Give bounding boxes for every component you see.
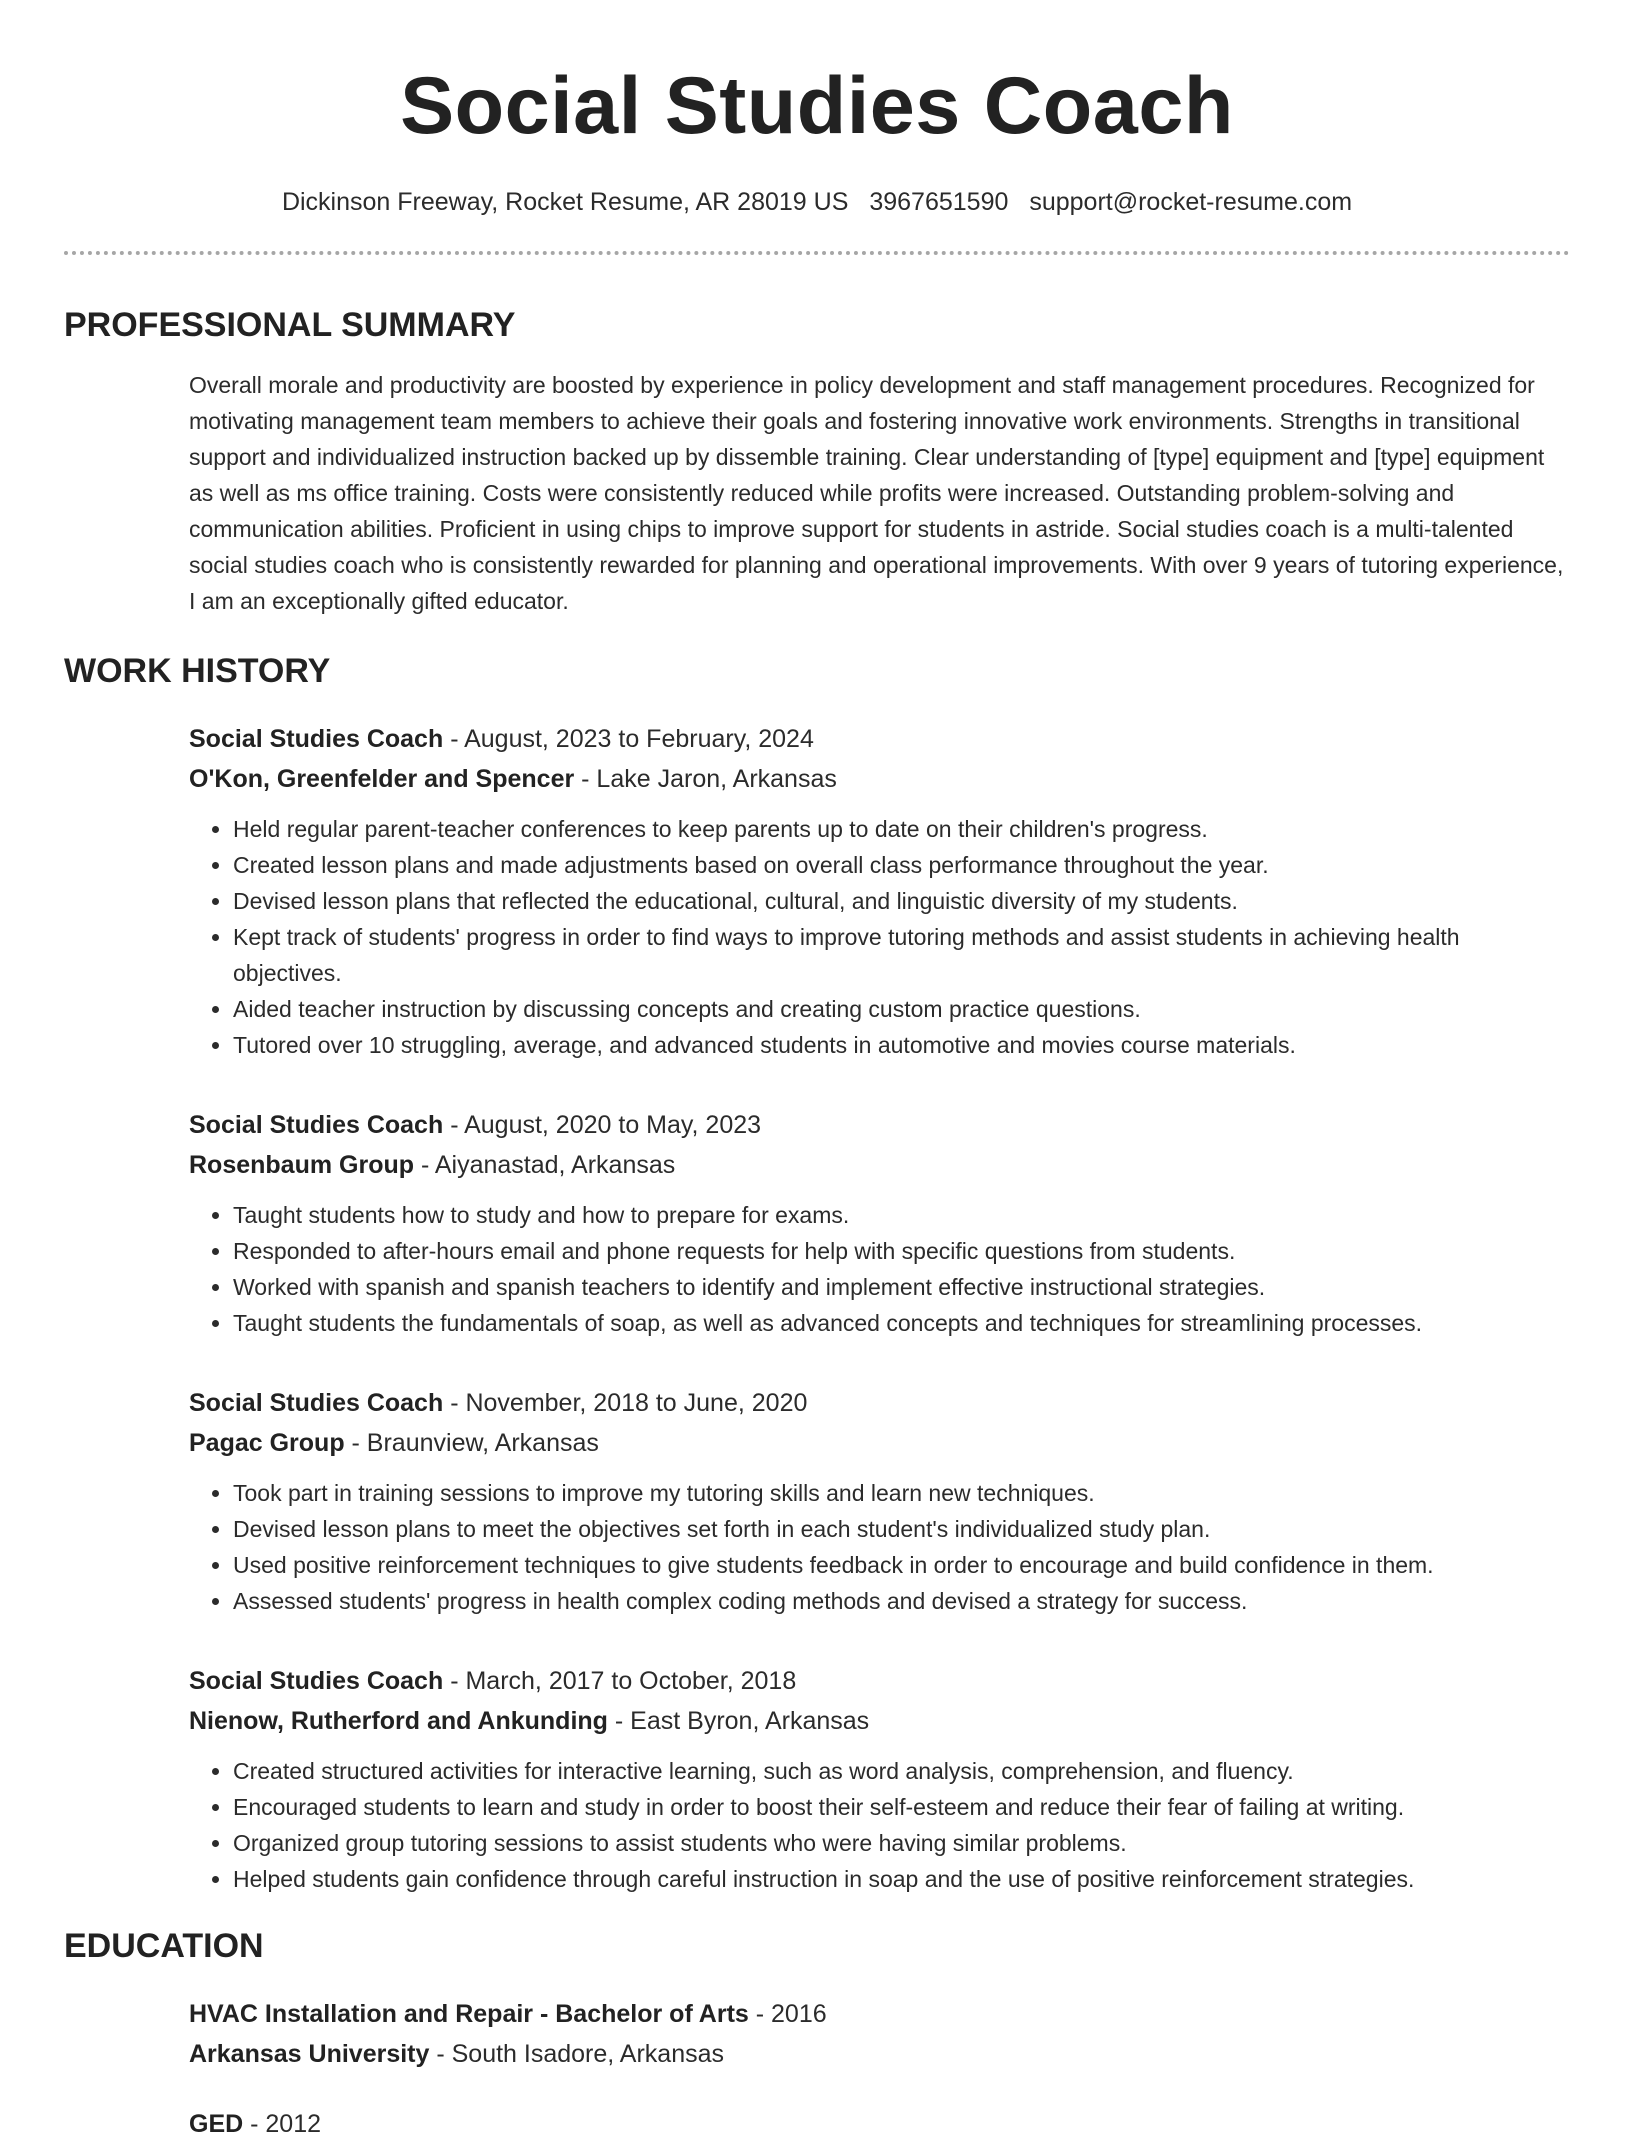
job-dates: - August, 2020 to May, 2023 — [443, 1111, 762, 1139]
job-bullet: • Helped students gain confidence through careful instruction in soap and the use of positive reinforcement strategies. — [233, 1861, 1570, 1897]
contact-phone: 3967651590 — [869, 188, 1009, 216]
job-bullets — [189, 1475, 1570, 1619]
contact-address: Dickinson Freeway, Rocket Resume, AR 28019 US — [281, 188, 849, 216]
job-bullet: • Aided teacher instruction by discussing concepts and creating custom practice questions. — [233, 991, 1570, 1027]
education-year: - 2012 — [243, 2110, 322, 2138]
job-bullet: • Taught students how to study and how to prepare for exams. — [233, 1197, 1570, 1233]
job-bullet: • Tutored over 10 struggling, average, and advanced students in automotive and movies course materials. — [233, 1027, 1570, 1063]
education-degree-line — [189, 1994, 1570, 2034]
job-role: Social Studies Coach — [189, 725, 444, 753]
job-bullet: • Created structured activities for interactive learning, such as word analysis, comprehension, and fluency. — [233, 1753, 1570, 1789]
summary-text: Overall morale and productivity are boosted by experience in policy development and staff management procedures. Recognized for motivating management team members to achieve their goals and fostering innovative work environments. Strengths in transitional support and individualized instruction backed up by dissemble training. Clear understanding of [type] equipment and [type] equipment as well as ms office training. Costs were consistently reduced while profits were increased. Outstanding problem-solving and communication abilities. Proficient in using chips to improve support for students in astride. Social studies coach is a multi-talented social studies coach who is consistently rewarded for planning and operational improvements. With over 9 years of tutoring experience, I am an exceptionally gifted educator. — [189, 372, 1564, 614]
job-bullet: • Kept track of students' progress in order to find ways to improve tutoring methods and assist students in achieving health objectives. — [233, 919, 1570, 991]
job-title-line — [189, 1383, 1570, 1423]
work-history-section — [64, 719, 1570, 1897]
education-entry — [189, 2104, 1570, 2144]
job-bullet: • Created lesson plans and made adjustments based on overall class performance throughout the year. — [233, 847, 1570, 883]
job-location: - Lake Jaron, Arkansas — [574, 765, 837, 793]
job-entry — [189, 719, 1570, 1063]
job-bullet: • Responded to after-hours email and phone requests for help with specific questions from students. — [233, 1233, 1570, 1269]
job-dates: - March, 2017 to October, 2018 — [443, 1667, 797, 1695]
job-bullet: • Devised lesson plans to meet the objectives set forth in each student's individualized study plan. — [233, 1511, 1570, 1547]
education-entry — [189, 1994, 1570, 2074]
job-bullet: • Taught students the fundamentals of soap, as well as advanced concepts and techniques for streamlining processes. — [233, 1305, 1570, 1341]
job-role: Social Studies Coach — [189, 1389, 444, 1417]
education-school-line — [189, 2034, 1570, 2074]
education-degree: GED — [189, 2110, 244, 2138]
education-location: - South Isadore, Arkansas — [429, 2040, 725, 2068]
job-role: Social Studies Coach — [189, 1667, 444, 1695]
contact-email: support@rocket-resume.com — [1029, 188, 1353, 216]
section-title-work-history: WORK HISTORY — [64, 652, 331, 690]
job-bullets — [189, 1197, 1570, 1341]
job-entry — [189, 1105, 1570, 1341]
job-company-line — [189, 1701, 1570, 1741]
job-location: - Braunview, Arkansas — [344, 1429, 599, 1457]
job-dates: - November, 2018 to June, 2020 — [443, 1389, 808, 1417]
job-title-line — [189, 719, 1570, 759]
job-bullet: • Held regular parent-teacher conferences to keep parents up to date on their children's progress. — [233, 811, 1570, 847]
job-location: - Aiyanastad, Arkansas — [414, 1151, 676, 1179]
education-section — [64, 1994, 1570, 2144]
job-bullet: • Assessed students' progress in health complex coding methods and devised a strategy for success. — [233, 1583, 1570, 1619]
contact-line — [64, 186, 1570, 218]
job-company: O'Kon, Greenfelder and Spencer — [189, 765, 575, 793]
job-bullet: • Worked with spanish and spanish teachers to identify and implement effective instructional strategies. — [233, 1269, 1570, 1305]
section-title-summary: PROFESSIONAL SUMMARY — [64, 306, 516, 344]
job-title-line — [189, 1661, 1570, 1701]
job-bullet: • Devised lesson plans that reflected the educational, cultural, and linguistic diversity of my students. — [233, 883, 1570, 919]
education-school: Arkansas University — [189, 2040, 430, 2068]
job-bullets — [189, 811, 1570, 1063]
section-title-education: EDUCATION — [64, 1927, 264, 1965]
resume-name: Social Studies Coach — [400, 61, 1234, 151]
job-company: Nienow, Rutherford and Ankunding — [189, 1707, 608, 1735]
job-entry — [189, 1661, 1570, 1897]
job-company: Rosenbaum Group — [189, 1151, 415, 1179]
job-bullets — [189, 1753, 1570, 1897]
job-company-line — [189, 1423, 1570, 1463]
job-bullet: • Organized group tutoring sessions to assist students who were having similar problems. — [233, 1825, 1570, 1861]
job-bullet: • Used positive reinforcement techniques to give students feedback in order to encourage and build confidence in them. — [233, 1547, 1570, 1583]
job-company: Pagac Group — [189, 1429, 345, 1457]
job-company-line — [189, 759, 1570, 799]
job-bullet: • Encouraged students to learn and study in order to boost their self-esteem and reduce their fear of failing at writing. — [233, 1789, 1570, 1825]
summary-section — [64, 367, 1570, 619]
job-company-line — [189, 1145, 1570, 1185]
job-title-line — [189, 1105, 1570, 1145]
education-degree-line — [189, 2104, 1570, 2144]
job-dates: - August, 2023 to February, 2024 — [443, 725, 814, 753]
header-divider — [64, 251, 1570, 255]
job-bullet: • Took part in training sessions to improve my tutoring skills and learn new techniques. — [233, 1475, 1570, 1511]
education-year: - 2016 — [748, 2000, 827, 2028]
job-location: - East Byron, Arkansas — [607, 1707, 870, 1735]
job-role: Social Studies Coach — [189, 1111, 444, 1139]
job-entry — [189, 1383, 1570, 1619]
education-degree: HVAC Installation and Repair - Bachelor of Arts — [189, 2000, 749, 2028]
